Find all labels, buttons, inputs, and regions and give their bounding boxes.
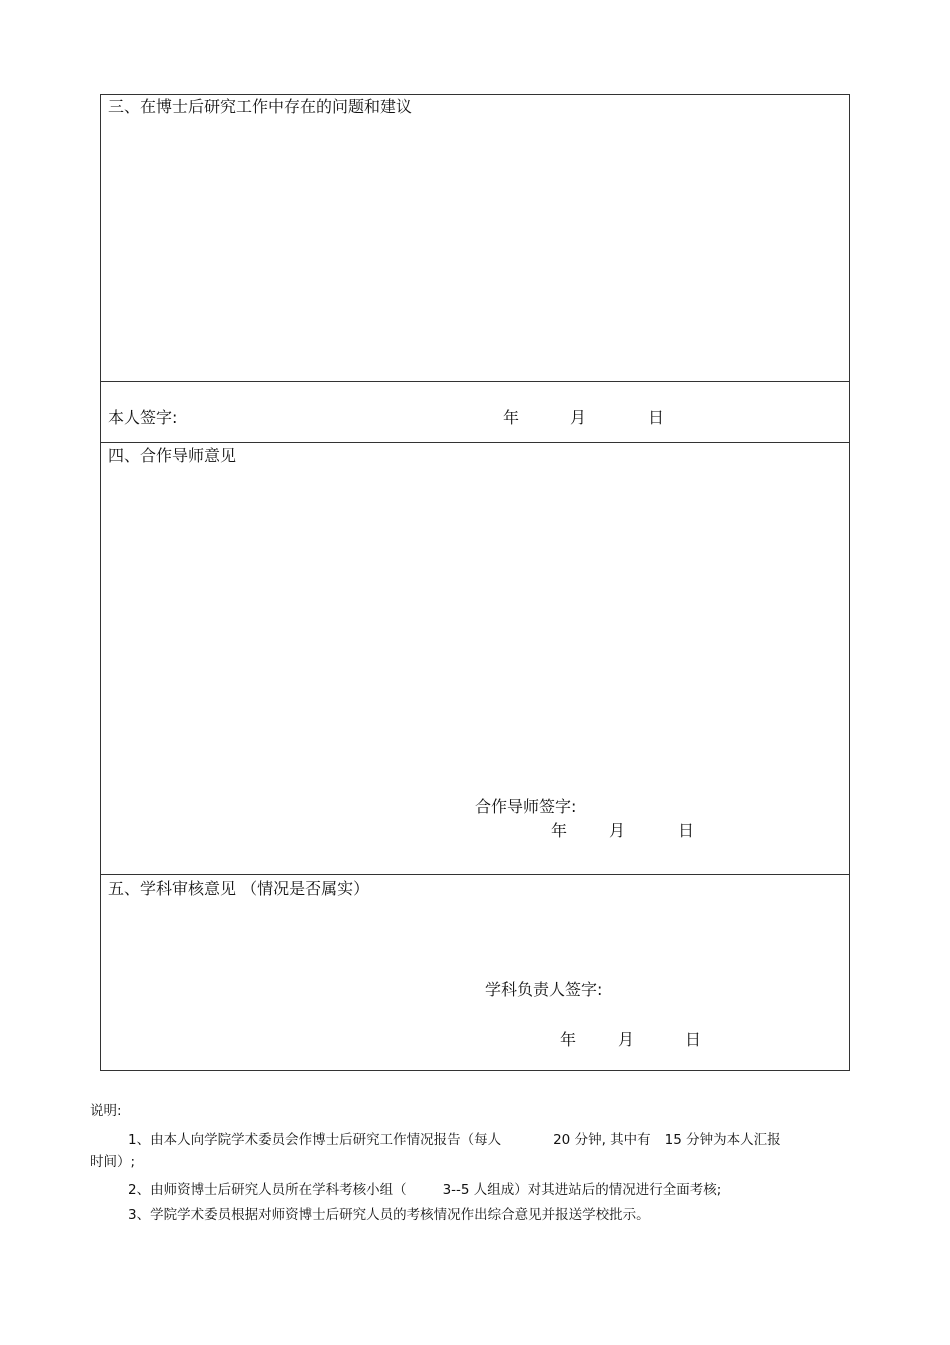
notes-title: 说明: bbox=[90, 1103, 122, 1119]
section3-signature-row bbox=[101, 382, 849, 443]
section5-year-label: 年 bbox=[560, 1030, 577, 1049]
section3-heading: 三、在博士后研究工作中存在的问题和建议 bbox=[108, 97, 413, 116]
note-item-3: 3、学院学术委员根据对师资博士后研究人员的考核情况作出综合意见并报送学校批示。 bbox=[128, 1207, 650, 1223]
section4-content-cell[interactable] bbox=[101, 443, 849, 875]
section3-day-label: 日 bbox=[648, 408, 665, 427]
note-item-2-part2: 3--5 人组成）对其进站后的情况进行全面考核; bbox=[442, 1182, 722, 1198]
note-item-1-part3: 15 分钟为本人汇报 bbox=[664, 1132, 781, 1148]
note-item-1-part1: 1、由本人向学院学术委员会作博士后研究工作情况报告（每人 bbox=[128, 1132, 502, 1148]
section5-content-cell[interactable] bbox=[101, 875, 849, 1071]
note-item-1 bbox=[128, 1129, 781, 1151]
section4-heading: 四、合作导师意见 bbox=[108, 446, 237, 465]
assessment-form-table bbox=[100, 94, 850, 1071]
note-item-1-continuation: 时间）; bbox=[90, 1154, 136, 1170]
note-item-2 bbox=[128, 1179, 721, 1201]
section5-signature-label: 学科负责人签字: bbox=[485, 980, 603, 999]
note-item-1-part2: 20 分钟, 其中有 bbox=[553, 1132, 651, 1148]
section3-month-label: 月 bbox=[570, 408, 587, 427]
section5-day-label: 日 bbox=[685, 1030, 702, 1049]
section3-year-label: 年 bbox=[503, 408, 520, 427]
section3-signature-label: 本人签字: bbox=[108, 408, 178, 427]
section4-day-label: 日 bbox=[678, 821, 695, 840]
section5-heading: 五、学科审核意见 （情况是否属实） bbox=[108, 879, 370, 898]
section3-content-cell[interactable] bbox=[101, 95, 849, 382]
section4-year-label: 年 bbox=[551, 821, 568, 840]
note-item-2-part1: 2、由师资博士后研究人员所在学科考核小组（ bbox=[128, 1182, 407, 1198]
section4-month-label: 月 bbox=[609, 821, 626, 840]
section5-month-label: 月 bbox=[618, 1030, 635, 1049]
section4-signature-label: 合作导师签字: bbox=[475, 797, 577, 816]
